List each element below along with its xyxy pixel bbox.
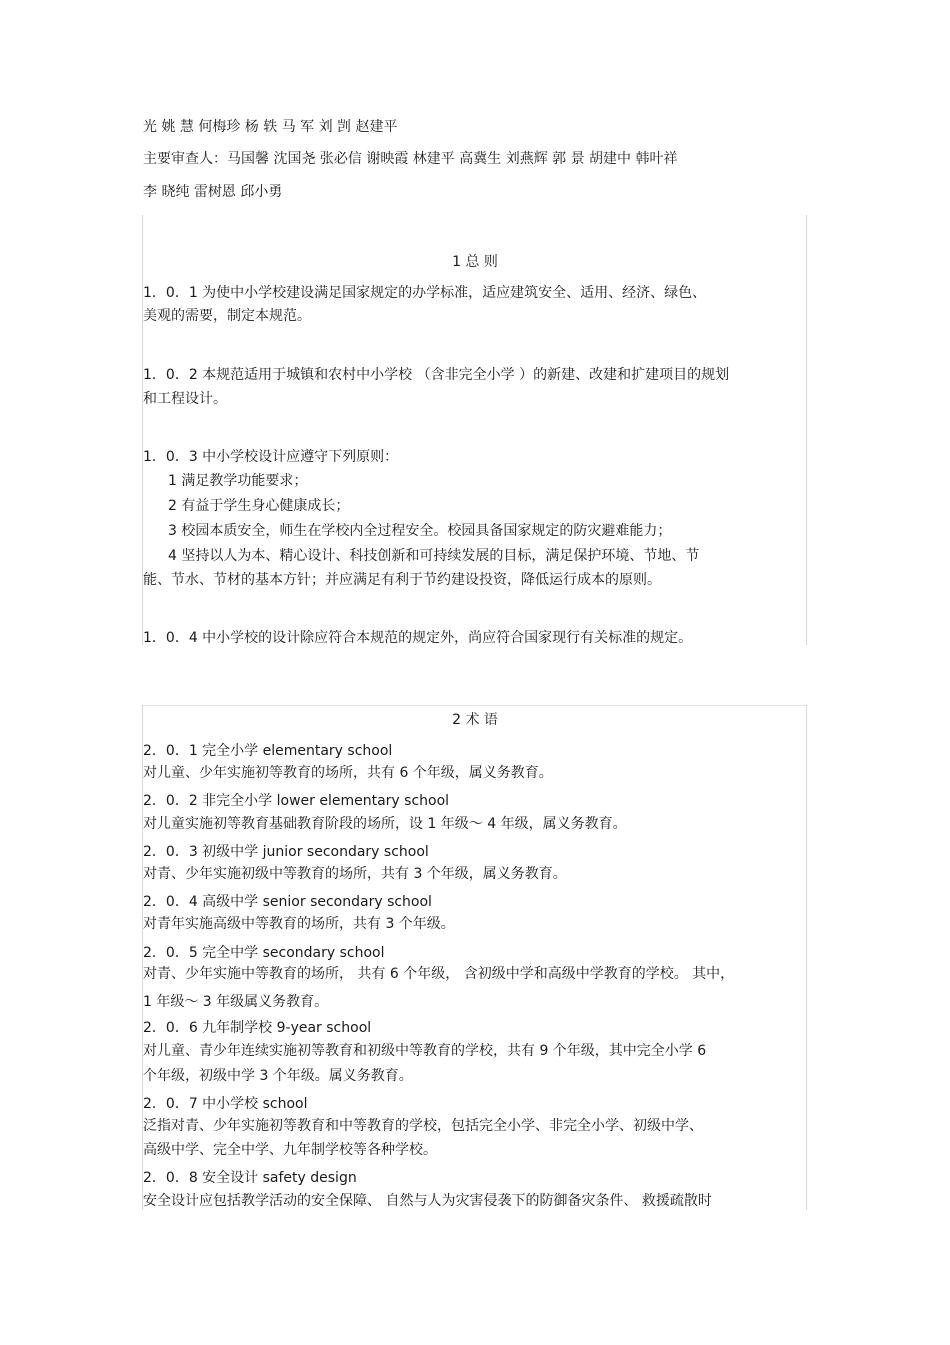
clause-1-0-4: 1．0．4 中小学校的设计除应符合本规范的规定外，尚应符合国家现行有关标准的规定。: [143, 630, 693, 646]
clause-1-0-3-item-1: 1 满足教学功能要求；: [168, 473, 308, 489]
term-2-0-3-body: 对青、少年实施初级中等教育的场所，共有 3 个年级，属义务教育。: [143, 866, 567, 882]
term-2-0-5-heading: 2．0．5 完全中学 secondary school: [143, 945, 385, 961]
frame-top-line-2: [142, 705, 806, 706]
clause-1-0-3-item-2: 2 有益于学生身心健康成长；: [168, 498, 350, 514]
frame-right-line-2: [806, 705, 807, 1210]
term-2-0-4-heading: 2．0．4 高级中学 senior secondary school: [143, 894, 432, 910]
term-2-0-1-heading: 2．0．1 完全小学 elementary school: [143, 743, 393, 759]
term-2-0-7-body-line-1: 泛指对青、少年实施初等教育和中等教育的学校，包括完全小学、非完全小学、初级中学、: [143, 1118, 703, 1134]
chapter-1-title: 1 总 则: [452, 254, 498, 270]
term-2-0-8-heading: 2．0．8 安全设计 safety design: [143, 1170, 357, 1186]
term-2-0-6-body-line-2: 个年级，初级中学 3 个年级。属义务教育。: [143, 1068, 413, 1084]
term-2-0-8-body-line-1: 安全设计应包括教学活动的安全保障、 自然与人为灾害侵袭下的防御备灾条件、 救援疏散时: [143, 1193, 712, 1209]
clause-1-0-3-line-1: 1．0．3 中小学校设计应遵守下列原则：: [143, 449, 399, 465]
term-2-0-1-body: 对儿童、少年实施初等教育的场所，共有 6 个年级，属义务教育。: [143, 765, 553, 781]
term-2-0-3-heading: 2．0．3 初级中学 junior secondary school: [143, 844, 429, 860]
reviewers-line-2: 李 晓纯 雷树恩 邱小勇: [143, 184, 283, 200]
clause-1-0-2-line-1: 1．0．2 本规范适用于城镇和农村中小学校 （含非完全小学 ）的新建、改建和扩建项目的规划: [143, 367, 730, 383]
chapter-2-title: 2 术 语: [452, 712, 498, 728]
authors-line: 光 姚 慧 何梅珍 杨 轶 马 军 刘 剀 赵建平: [143, 119, 398, 135]
clause-1-0-1-line-1: 1．0．1 为使中小学校建设满足国家规定的办学标准，适应建筑安全、适用、经济、绿色、: [143, 285, 707, 301]
term-2-0-4-body: 对青年实施高级中等教育的场所，共有 3 个年级。: [143, 916, 455, 932]
term-2-0-6-heading: 2．0．6 九年制学校 9-year school: [143, 1020, 372, 1036]
term-2-0-2-body: 对儿童实施初等教育基础教育阶段的场所，设 1 年级～ 4 年级，属义务教育。: [143, 816, 627, 832]
term-2-0-5-body-line-2: 1 年级～ 3 年级属义务教育。: [143, 994, 329, 1010]
term-2-0-6-body-line-1: 对儿童、青少年连续实施初等教育和初级中等教育的学校，共有 9 个年级，其中完全小学 6: [143, 1043, 707, 1059]
clause-1-0-3-item-4-line-1: 4 坚持以人为本、精心设计、科技创新和可持续发展的目标，满足保护环境、节地、节: [168, 548, 700, 564]
term-2-0-2-heading: 2．0．2 非完全小学 lower elementary school: [143, 793, 450, 809]
term-2-0-7-heading: 2．0．7 中小学校 school: [143, 1096, 308, 1112]
clause-1-0-1-line-2: 美观的需要，制定本规范。: [143, 308, 311, 324]
clause-1-0-3-item-4-line-2: 能、节水、节材的基本方针；并应满足有利于节约建设投资，降低运行成本的原则。: [143, 572, 661, 588]
term-2-0-7-body-line-2: 高级中学、完全中学、九年制学校等各种学校。: [143, 1142, 437, 1158]
frame-right-line-1: [806, 215, 807, 645]
clause-1-0-2-line-2: 和工程设计。: [143, 391, 227, 407]
reviewers-line-1: 主要审查人：马国馨 沈国尧 张必信 谢映霞 林建平 高冀生 刘燕辉 郭 景 胡建中 韩叶祥: [143, 151, 678, 167]
clause-1-0-3-item-3: 3 校园本质安全，师生在学校内全过程安全。校园具备国家规定的防灾避难能力；: [168, 523, 672, 539]
term-2-0-5-body-line-1: 对青、少年实施中等教育的场所， 共有 6 个年级， 含初级中学和高级中学教育的学校。 其中，: [143, 966, 735, 982]
